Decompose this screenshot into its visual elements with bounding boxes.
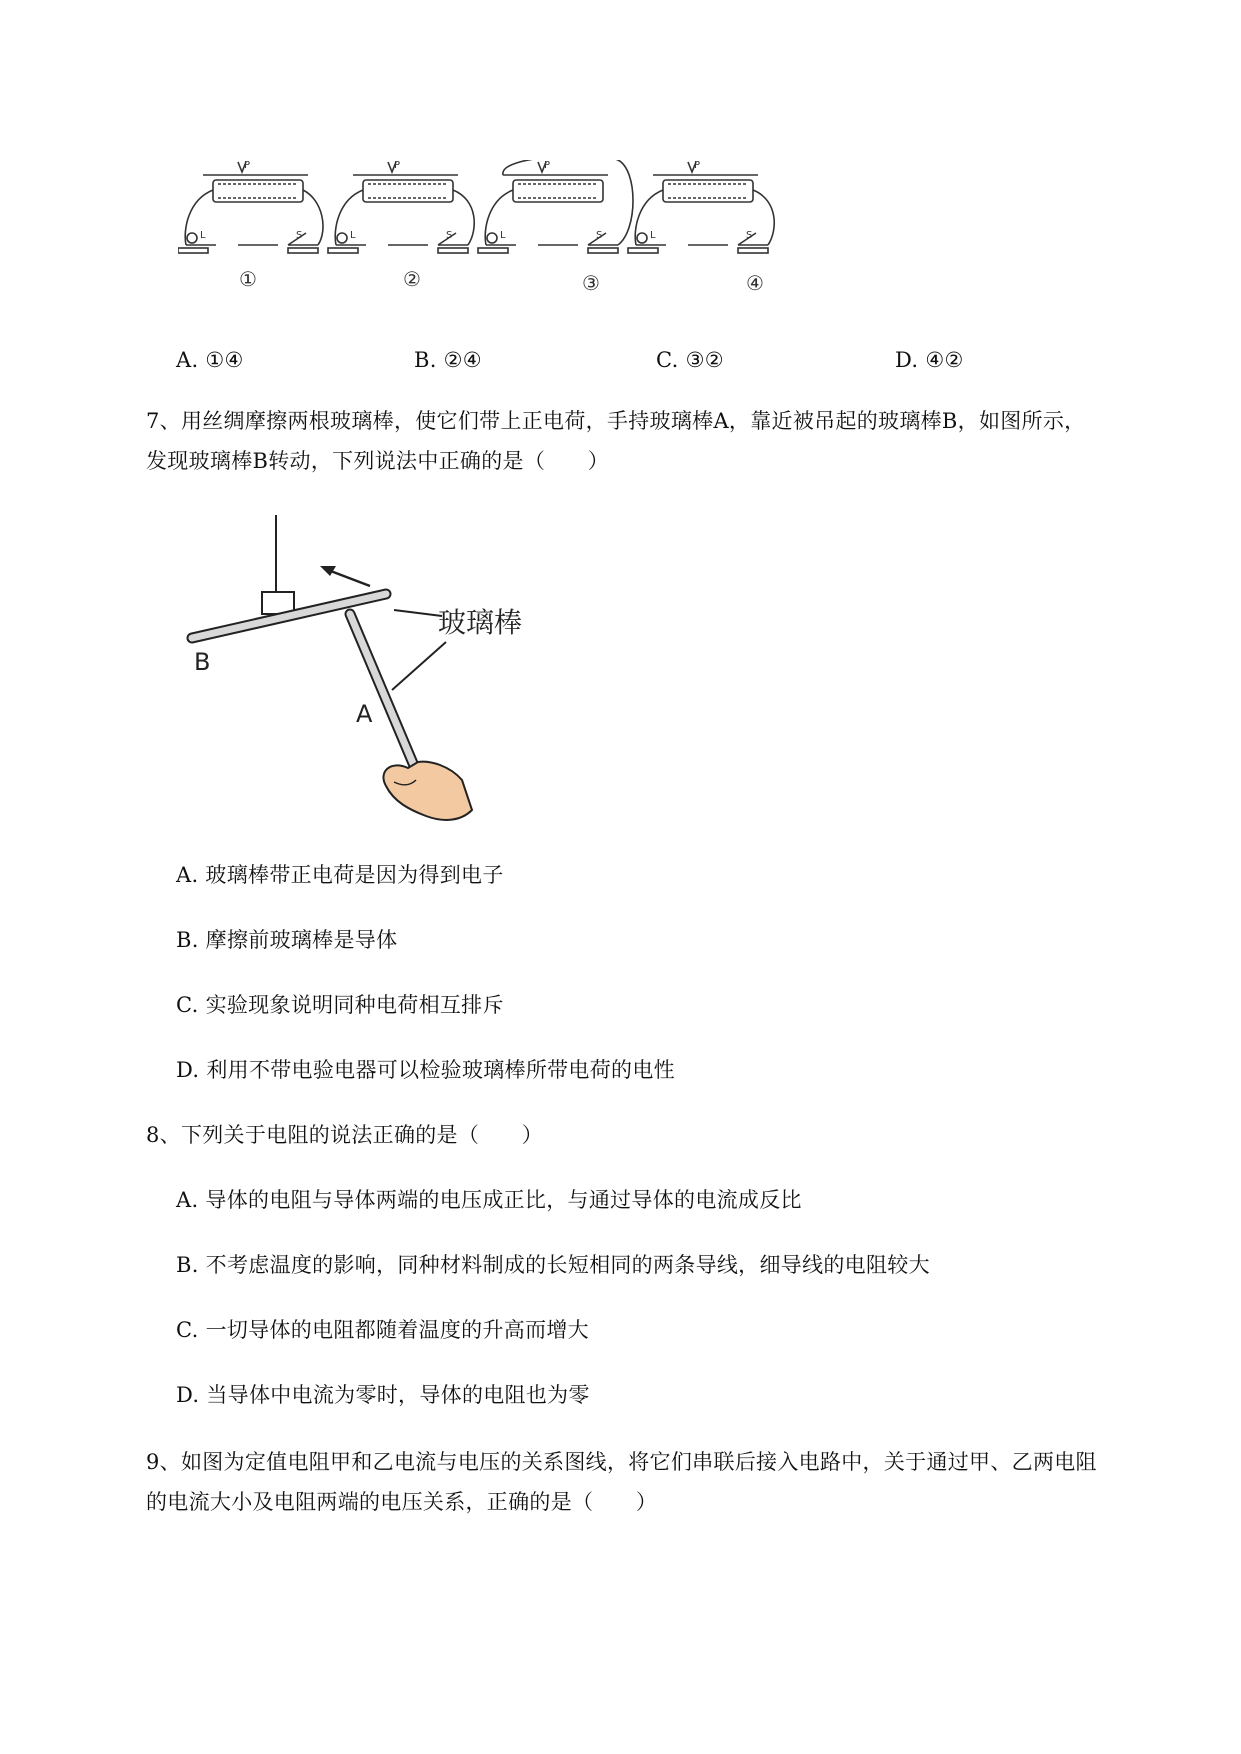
switch-label-2: S xyxy=(446,230,453,241)
switch-label-4: S xyxy=(746,230,753,241)
hand-illustration xyxy=(383,762,472,820)
q7-stem-line1: 7、用丝绸摩擦两根玻璃棒，使它们带上正电荷，手持玻璃棒A，靠近被吊起的玻璃棒B，如图所示， xyxy=(146,409,1086,433)
slider-label-4: P xyxy=(694,160,701,171)
q7-stem-line2: 发现玻璃棒B转动，下列说法中正确的是（ ） xyxy=(146,449,610,473)
q8-option-d[interactable]: D. 当导体中电流为零时，导体的电阻也为零 xyxy=(176,1383,590,1407)
lamp-label-1: L xyxy=(200,230,206,241)
rheostat-circuits-figure xyxy=(178,160,858,305)
q7-option-d[interactable]: D. 利用不带电验电器可以检验玻璃棒所带电荷的电性 xyxy=(176,1058,675,1082)
q6-option-d[interactable]: D. ④② xyxy=(895,348,964,372)
circuit-label-2: ② xyxy=(403,267,421,291)
switch-label-3: S xyxy=(596,230,603,241)
slider-label-3: P xyxy=(544,160,551,171)
circuit-label-3: ③ xyxy=(582,271,600,295)
q8-option-a[interactable]: A. 导体的电阻与导体两端的电压成正比，与通过导体的电流成反比 xyxy=(176,1188,802,1212)
circuit-label-4: ④ xyxy=(746,271,764,295)
lamp-label-3: L xyxy=(500,230,506,241)
q6-option-c[interactable]: C. ③② xyxy=(656,348,724,372)
switch-label-1: S xyxy=(296,230,303,241)
q6-option-a[interactable]: A. ①④ xyxy=(176,348,244,372)
q8-stem: 8、下列关于电阻的说法正确的是（ ） xyxy=(146,1123,544,1147)
rod-a-label: A xyxy=(356,700,373,728)
glass-rod-figure xyxy=(180,510,560,830)
lamp-label-4: L xyxy=(650,230,656,241)
q7-option-c[interactable]: C. 实验现象说明同种电荷相互排斥 xyxy=(176,993,504,1017)
q7-option-a[interactable]: A. 玻璃棒带正电荷是因为得到电子 xyxy=(176,863,504,887)
q8-option-b[interactable]: B. 不考虑温度的影响，同种材料制成的长短相同的两条导线，细导线的电阻较大 xyxy=(176,1253,930,1277)
q7-option-b[interactable]: B. 摩擦前玻璃棒是导体 xyxy=(176,928,398,952)
circuits-svg xyxy=(178,160,858,305)
rod-b-label: B xyxy=(194,648,211,676)
glass-rod-label: 玻璃棒 xyxy=(438,606,523,639)
slider-label-1: P xyxy=(244,160,251,171)
glass-rod-svg xyxy=(180,510,560,830)
q9-stem-line1: 9、如图为定值电阻甲和乙电流与电压的关系图线，将它们串联后接入电路中，关于通过甲、乙两电阻 xyxy=(146,1450,1097,1474)
q6-option-b[interactable]: B. ②④ xyxy=(414,348,482,372)
circuit-label-1: ① xyxy=(239,267,257,291)
slider-label-2: P xyxy=(394,160,401,171)
q9-stem-line2: 的电流大小及电阻两端的电压关系，正确的是（ ） xyxy=(146,1490,658,1514)
lamp-label-2: L xyxy=(350,230,356,241)
q8-option-c[interactable]: C. 一切导体的电阻都随着温度的升高而增大 xyxy=(176,1318,589,1342)
